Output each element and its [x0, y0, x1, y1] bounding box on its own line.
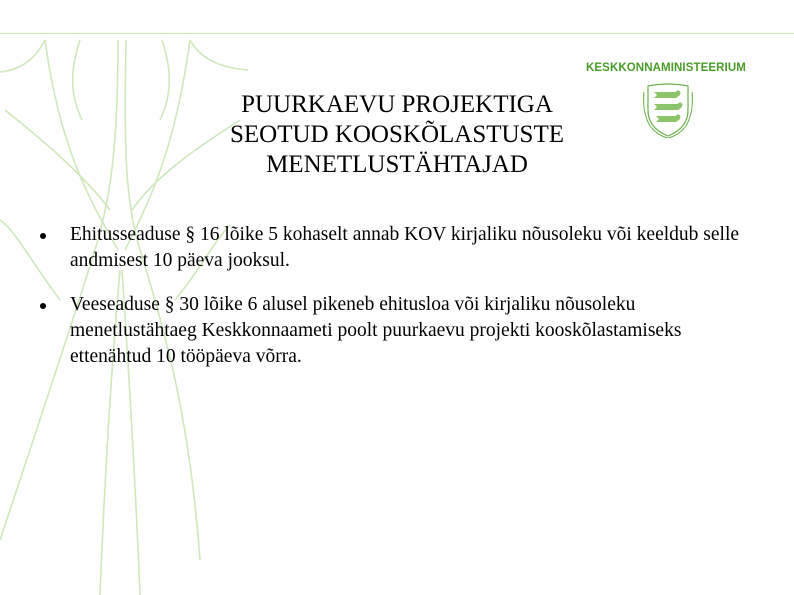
ministry-logo-text: KESKKONNAMINISTEERIUM [586, 62, 746, 74]
title-line: PUURKAEVU PROJEKTIGA [241, 91, 553, 118]
list-item [40, 222, 760, 274]
bullet-list [40, 222, 760, 388]
slide-title [150, 90, 644, 180]
title-line: SEOTUD KOOSKÕLASTUSTE [229, 121, 565, 148]
bullet-dot-icon [40, 233, 46, 239]
estonian-coat-of-arms-icon [640, 82, 696, 138]
list-item [40, 292, 760, 370]
title-line: MENETLUSTÄHTAJAD [266, 151, 528, 178]
bullet-text: Ehitusseaduse § 16 lõike 5 kohaselt annab KOV kirjaliku nõusoleku või keeldub selle andmisest 10 päeva jooksul. [70, 224, 740, 271]
bullet-dot-icon [40, 303, 46, 309]
bullet-text: Veeseaduse § 30 lõike 6 alusel pikeneb ehitusloa või kirjaliku nõusoleku menetlustähtaeg Keskkonnaameti poolt puurkaevu projekti kooskõlastamiseks ettenähtud 10 tööpäeva võrra. [70, 294, 682, 367]
